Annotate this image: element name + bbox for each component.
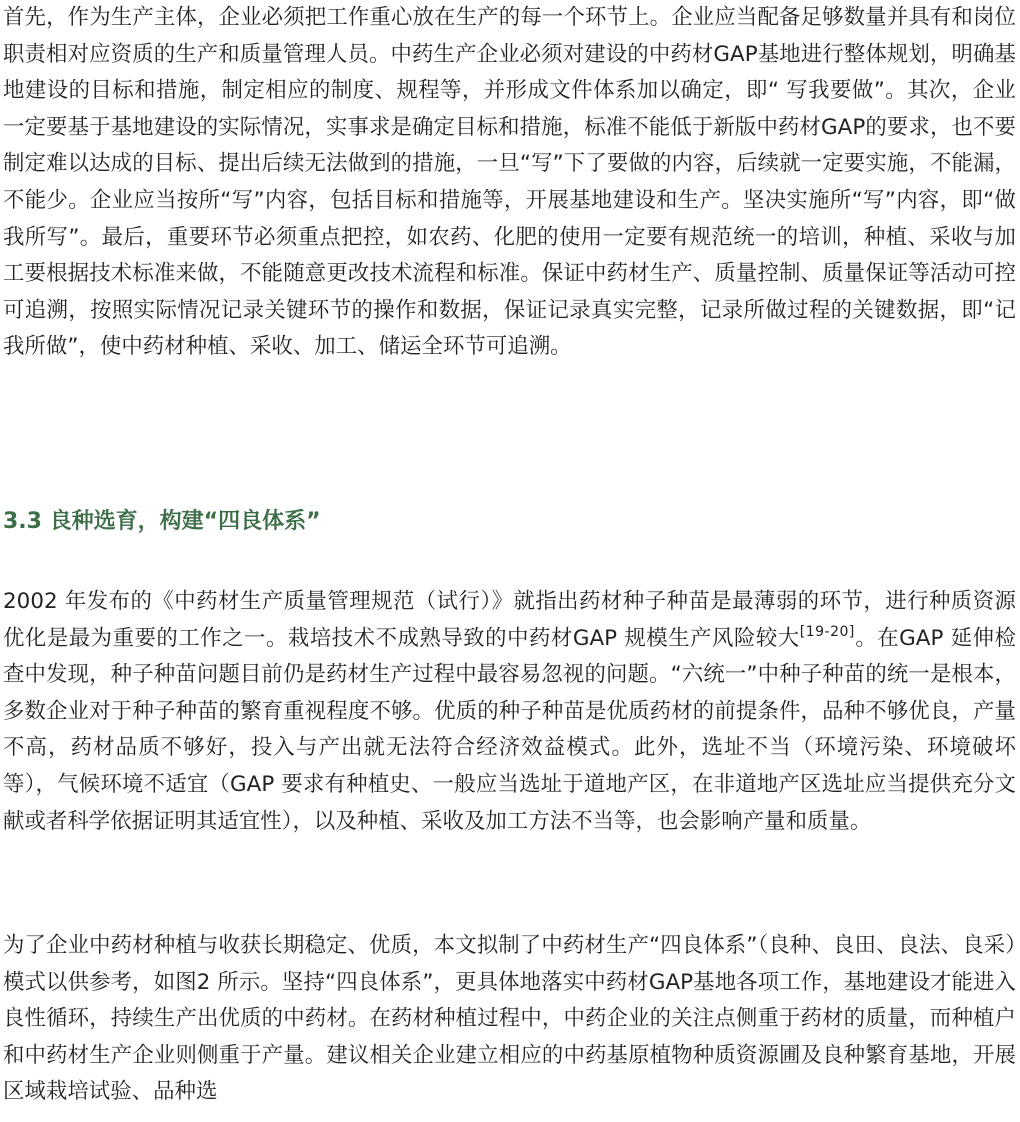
- paragraph-seed-breeding-text-1: 2002 年发布的《中药材生产质量管理规范（试行）》就指出药材种子种苗是最薄弱的环节，进行种质资源优化是最为重要的工作之一。栽培技术不成熟导致的中药材GAP 规模生产风险较大: [3, 589, 1016, 651]
- paragraph-seed-breeding-text-2: 。在GAP 延伸检查中发现，种子种苗问题目前仍是药材生产过程中最容易忽视的问题。“六统一”中种子种苗的统一是根本，多数企业对于种子种苗的繁育重视程度不够。优质的种子种苗是优质药材的前提条件，品种不够优良，产量不高，药材品质不够好，投入与产出就无法符合经济效益模式。此外，选址不当（环境污染、环境破坏等），气候环境不适宜（GAP 要求有种植史、一般应当选址于道地产区，在非道地产区选址应当提供充分文献或者科学依据证明其适宜性），以及种植、采收及加工方法不当等，也会影响产量和质量。: [3, 625, 1017, 834]
- paragraph-four-good-system: 为了企业中药材种植与收获长期稳定、优质，本文拟制了中药材生产“四良体系”（良种、良田、良法、良采）模式以供参考，如图2 所示。坚持“四良体系”，更具体地落实中药材GAP基地各项工作，基地建设才能进入良性循环，持续生产出优质的中药材。在药材种植过程中，中药企业的关注点侧重于药材的质量，而种植户和中药材生产企业则侧重于产量。建议相关企业建立相应的中药基原植物种质资源圃及良种繁育基地，开展区域栽培试验、品种选: [3, 933, 1016, 1105]
- citation-reference[interactable]: [19-20]: [799, 623, 855, 640]
- section-heading-3-3: 3.3 良种选育，构建“四良体系”: [3, 509, 321, 534]
- paragraph-seed-breeding: [3, 584, 1016, 840]
- paragraph-gap-base-management: 首先，作为生产主体，企业必须把工作重心放在生产的每一个环节上。企业应当配备足够数量并具有和岗位职责相对应资质的生产和质量管理人员。中药生产企业必须对建设的中药材GAP基地进行整体规划，明确基地建设的目标和措施，制定相应的制度、规程等，并形成文件体系加以确定，即“ 写我要做”。其次，企业一定要基于基地建设的实际情况，实事求是确定目标和措施，标准不能低于新版中药材GAP的要求，也不要制定难以达成的目标、提出后续无法做到的措施，一旦“写”下了要做的内容，后续就一定要实施，不能漏，不能少。企业应当按所“写”内容，包括目标和措施等，开展基地建设和生产。坚决实施所“写”内容，即“做我所写”。最后，重要环节必须重点把控，如农药、化肥的使用一定要有规范统一的培训，种植、采收与加工要根据技术标准来做，不能随意更改技术流程和标准。保证中药材生产、质量控制、质量保证等活动可控可追溯，按照实际情况记录关键环节的操作和数据，保证记录真实完整，记录所做过程的关键数据，即“记我所做”，使中药材种植、采收、加工、储运全环节可追溯。: [3, 5, 1016, 360]
